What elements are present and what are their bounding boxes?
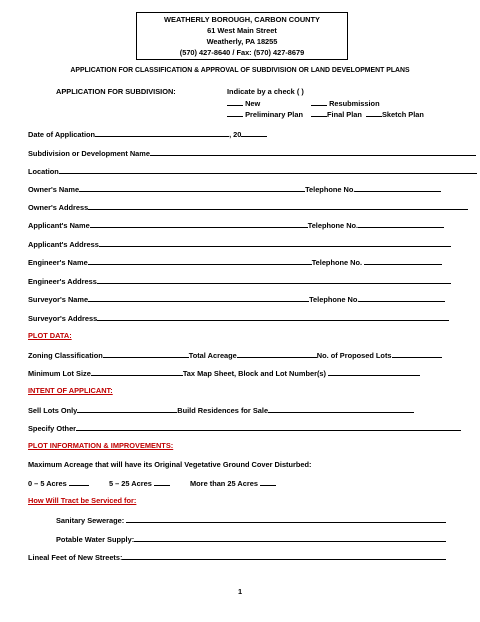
engineer-name-row (28, 257, 442, 268)
engineer-address-field[interactable] (97, 276, 451, 284)
resubmission-label: Resubmission (329, 99, 380, 108)
engineer-address-row (28, 276, 451, 287)
sketch-label: Sketch Plan (382, 110, 424, 119)
streets-field[interactable] (122, 552, 446, 560)
streets-row (28, 552, 446, 563)
range-1-field[interactable] (69, 478, 89, 486)
build-field[interactable] (268, 405, 414, 413)
surveyor-address-field[interactable] (97, 313, 449, 321)
range-3-label: More than 25 Acres (190, 479, 258, 488)
water-row (56, 534, 446, 545)
range-3-field[interactable] (260, 478, 276, 486)
sewerage-label: Sanitary Sewerage: (56, 516, 125, 525)
min-lot-field[interactable] (91, 368, 183, 376)
sewerage-field[interactable] (126, 515, 446, 523)
tax-map-field[interactable] (328, 368, 420, 376)
subdivision-field[interactable] (150, 148, 476, 156)
specify-label: Specify Other (28, 424, 77, 433)
applicant-address-field[interactable] (99, 239, 451, 247)
year-field[interactable] (241, 129, 267, 137)
resubmission-option[interactable] (311, 98, 380, 109)
subdivision-label: Subdivision or Development Name (28, 149, 150, 158)
acreage-field[interactable] (237, 350, 317, 358)
application-type-label: APPLICATION FOR SUBDIVISION: (56, 87, 176, 96)
range-1-label: 0 – 5 Acres (28, 479, 67, 488)
applicant-address-label: Applicant's Address (28, 240, 99, 249)
letterhead-line-2: 61 West Main Street (207, 26, 277, 35)
applicant-name-label: Applicant's Name (28, 221, 90, 230)
acreage-label: Total Acreage (188, 351, 237, 360)
specify-field[interactable] (76, 423, 461, 431)
location-field[interactable] (59, 166, 477, 174)
date-row (28, 129, 267, 140)
engineer-name-field[interactable] (88, 257, 312, 265)
owner-address-field[interactable] (88, 202, 468, 210)
streets-label: Lineal Feet of New Streets: (28, 553, 123, 562)
zoning-field[interactable] (103, 350, 189, 358)
owner-name-field[interactable] (79, 184, 305, 192)
plot-data-heading: PLOT DATA: (28, 331, 72, 340)
surveyor-name-field[interactable] (88, 294, 309, 302)
indicate-check-label: Indicate by a check ( ) (227, 87, 304, 96)
range-2-field[interactable] (154, 478, 170, 486)
range-2-label: 5 – 25 Acres (108, 479, 152, 488)
surveyor-name-label: Surveyor's Name (28, 295, 89, 304)
sketch-option[interactable] (366, 109, 424, 120)
page-number: 1 (237, 587, 243, 596)
final-option[interactable] (311, 109, 362, 120)
form-title: APPLICATION FOR CLASSIFICATION & APPROVAL OF SUBDIVISION OR LAND DEVELOPMENT PLANS (70, 67, 410, 74)
applicant-name-row (28, 220, 444, 231)
preliminary-label: Preliminary Plan (245, 110, 303, 119)
serviced-heading: How Will Tract be Serviced for: (28, 496, 137, 505)
engineer-phone-label: Telephone No. (311, 258, 363, 267)
engineer-phone-field[interactable] (364, 257, 442, 265)
surveyor-address-row (28, 313, 449, 324)
engineer-name-label: Engineer's Name (28, 258, 88, 267)
water-field[interactable] (134, 534, 446, 542)
surveyor-phone-label: Telephone No. (309, 295, 360, 304)
applicant-phone-label: Telephone No. (307, 221, 359, 230)
water-label: Potable Water Supply: (56, 535, 135, 544)
specify-row (28, 423, 461, 434)
lots-field[interactable] (392, 350, 442, 358)
letterhead-line-3: Weatherly, PA 18255 (206, 37, 278, 46)
new-label: New (245, 99, 261, 108)
zoning-row (28, 350, 442, 361)
owner-name-label: Owner's Name (28, 185, 80, 194)
letterhead-box (136, 12, 348, 60)
date-year-label: , 20 (229, 130, 242, 139)
acreage-range-row (28, 478, 276, 489)
sell-label: Sell Lots Only (28, 406, 78, 415)
date-field[interactable] (95, 129, 229, 137)
zoning-label: Zoning Classification (28, 351, 103, 360)
min-lot-row (28, 368, 420, 379)
sell-row (28, 405, 414, 416)
surveyor-name-row (28, 294, 445, 305)
location-label: Location (28, 167, 59, 176)
applicant-address-row (28, 239, 451, 250)
lots-label: No. of Proposed Lots (316, 351, 392, 360)
min-lot-label: Minimum Lot Size (28, 369, 91, 378)
subdivision-row (28, 148, 476, 159)
sewerage-row (56, 515, 446, 526)
new-option[interactable] (227, 98, 260, 109)
applicant-name-field[interactable] (90, 220, 308, 228)
location-row (28, 166, 477, 177)
date-label: Date of Application (28, 130, 96, 139)
sell-field[interactable] (77, 405, 177, 413)
surveyor-address-label: Surveyor's Address (28, 314, 98, 323)
owner-phone-field[interactable] (355, 184, 441, 192)
letterhead-line-4: (570) 427-8640 / Fax: (570) 427-8679 (179, 48, 305, 57)
tax-map-label: Tax Map Sheet, Block and Lot Number(s) (182, 369, 327, 378)
applicant-phone-field[interactable] (358, 220, 444, 228)
max-acreage-label: Maximum Acreage that will have its Original Vegetative Ground Cover Disturbed: (28, 460, 312, 469)
owner-phone-label: Telephone No. (305, 185, 356, 194)
improvements-heading: PLOT INFORMATION & IMPROVEMENTS: (28, 441, 174, 450)
intent-heading: INTENT OF APPLICANT: (28, 386, 113, 395)
build-label: Build Residences for Sale (177, 406, 269, 415)
final-label: Final Plan (327, 110, 362, 119)
owner-name-row (28, 184, 441, 195)
letterhead-line-1: WEATHERLY BOROUGH, CARBON COUNTY (164, 15, 320, 24)
surveyor-phone-field[interactable] (359, 294, 445, 302)
owner-address-row (28, 202, 468, 213)
engineer-address-label: Engineer's Address (28, 277, 97, 286)
preliminary-option[interactable] (227, 109, 303, 120)
owner-address-label: Owner's Address (28, 203, 89, 212)
